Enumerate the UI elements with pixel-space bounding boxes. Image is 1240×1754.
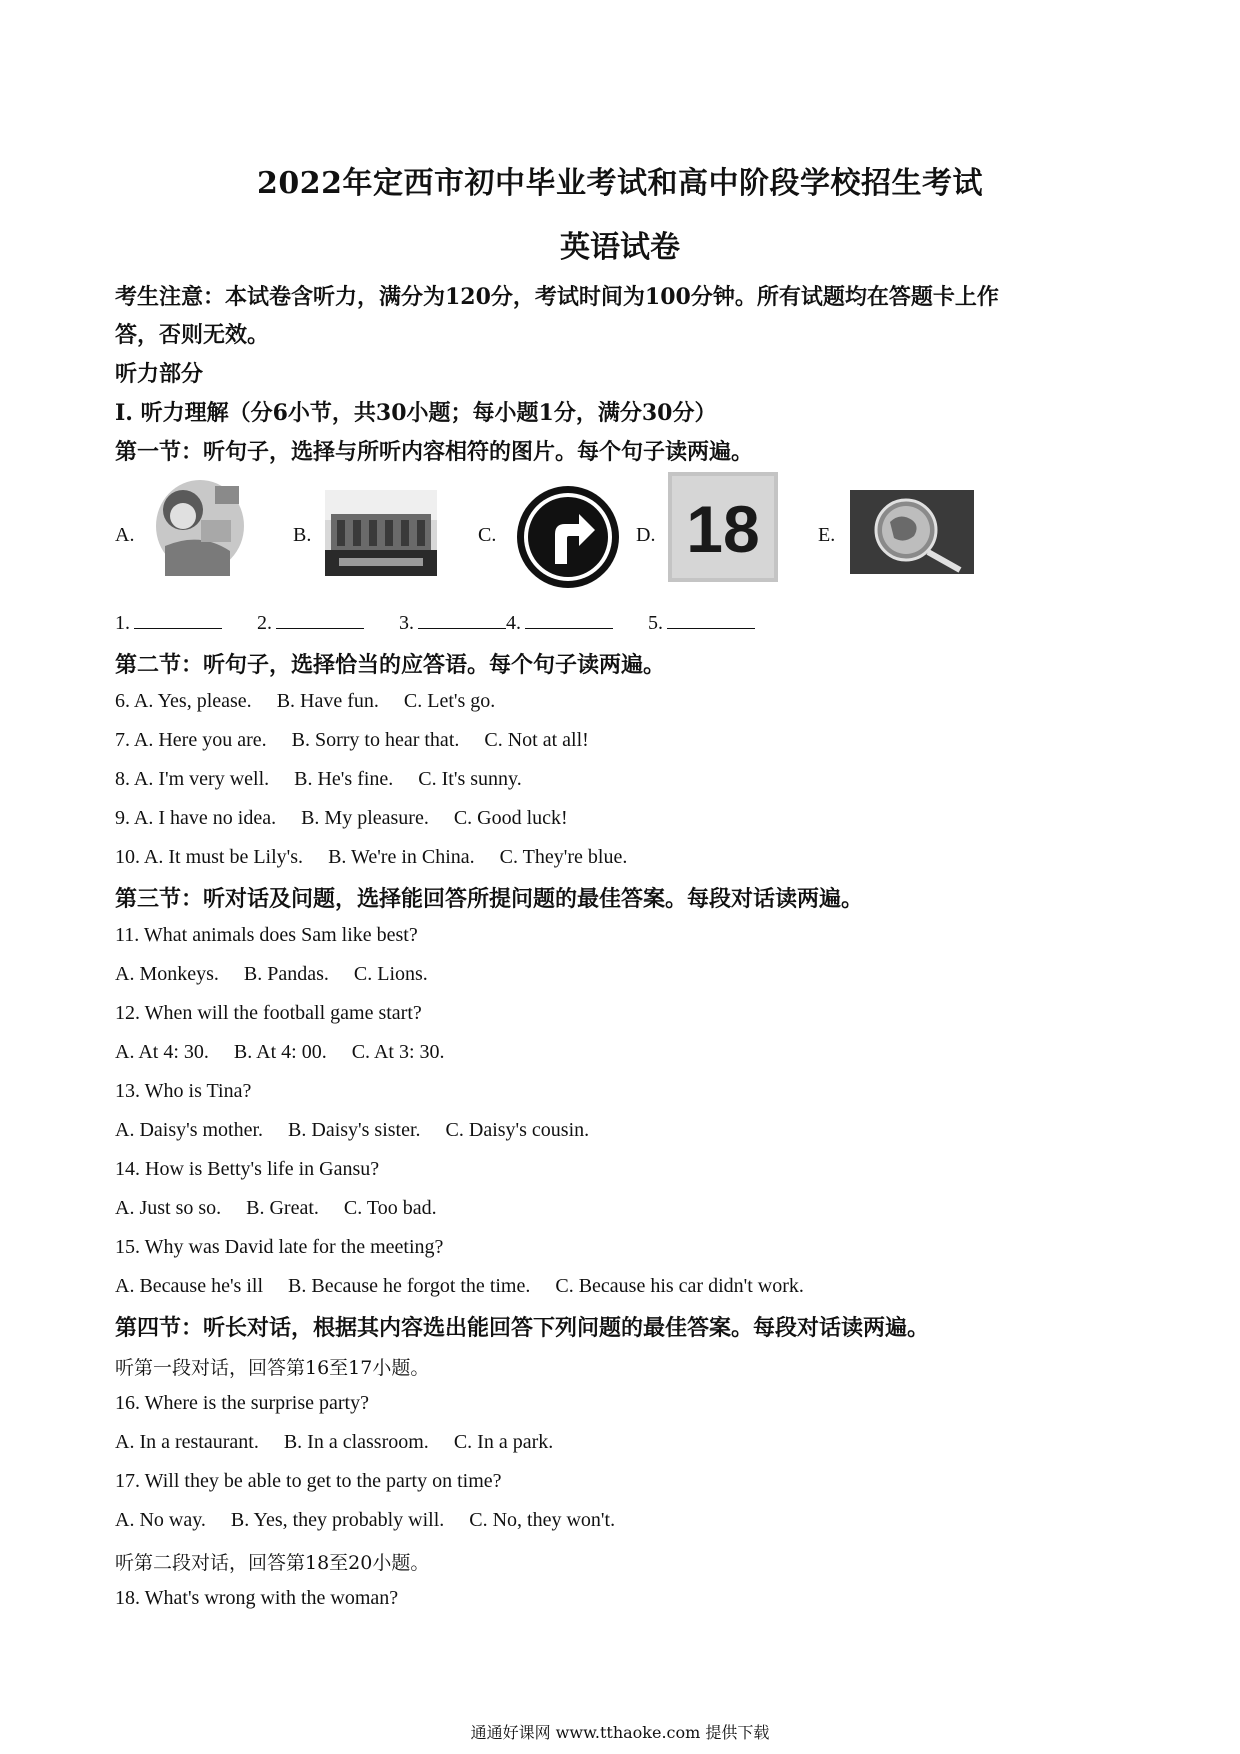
question-13-options (115, 1119, 589, 1142)
section-3-heading: 第三节：听对话及问题，选择能回答所提问题的最佳答案。每段对话读两遍。 (115, 886, 864, 912)
question-18-stem: 18. What's wrong with the woman? (115, 1587, 399, 1609)
question-number: 9. (115, 807, 130, 829)
question-11-options (115, 963, 428, 986)
part-heading: 听力部分 (115, 361, 204, 387)
option-c: C. No, they won't. (469, 1509, 616, 1531)
option-a: A. Because he's ill (115, 1275, 264, 1297)
option-c: C. Good luck! (453, 807, 568, 829)
option-a: A. Daisy's mother. (115, 1119, 264, 1141)
section-2-heading: 第二节：听句子，选择恰当的应答语。每个句子读两遍。 (115, 652, 666, 678)
question-13-stem: 13. Who is Tina? (115, 1080, 252, 1102)
question-17-options (115, 1509, 615, 1532)
blank-2-label: 2. (257, 612, 272, 634)
question-number: 10. (115, 846, 140, 868)
question-6 (115, 690, 495, 713)
option-a: A. Just so so. (115, 1197, 222, 1219)
question-12-stem: 12. When will the football game start? (115, 1002, 422, 1024)
option-a: A. Yes, please. (133, 690, 252, 712)
question-8 (115, 768, 522, 791)
dialogue-2-instruction: 听第二段对话，回答第18至20小题。 (115, 1552, 430, 1574)
option-c: C. At 3: 30. (351, 1041, 445, 1063)
blank-3-label: 3. (399, 612, 414, 634)
option-a: A. At 4: 30. (115, 1041, 209, 1063)
page-footer: 通通好课网 www.tthaoke.com 提供下载 (470, 1723, 770, 1742)
option-a: A. I have no idea. (133, 807, 277, 829)
option-b: B. Daisy's sister. (288, 1119, 421, 1141)
option-a: A. I'm very well. (133, 768, 270, 790)
option-c: C. They're blue. (499, 846, 628, 868)
option-a: A. Here you are. (133, 729, 267, 751)
picture-label-b: B. (293, 524, 312, 546)
question-15-options (115, 1275, 804, 1298)
option-b: B. In a classroom. (283, 1431, 429, 1453)
globe-magnifier-icon (850, 490, 974, 579)
answer-blank-2[interactable] (276, 610, 364, 629)
question-12-options (115, 1041, 445, 1064)
blank-4-label: 4. (506, 612, 521, 634)
answer-blank-1[interactable] (134, 610, 222, 629)
question-16-stem: 16. Where is the surprise party? (115, 1392, 369, 1414)
option-c: C. In a park. (453, 1431, 554, 1453)
number-18-icon (668, 472, 778, 587)
option-b: B. At 4: 00. (233, 1041, 327, 1063)
notice-line-1: 考生注意：本试卷含听力，满分为120分，考试时间为100分钟。所有试题均在答题卡上作 (115, 284, 999, 310)
dialogue-1-instruction: 听第一段对话，回答第16至17小题。 (115, 1357, 430, 1379)
option-a: A. No way. (115, 1509, 206, 1531)
question-number: 8. (115, 768, 130, 790)
option-b: B. Yes, they probably will. (230, 1509, 445, 1531)
answer-blank-5[interactable] (667, 610, 755, 629)
option-b: B. Because he forgot the time. (288, 1275, 531, 1297)
question-9 (115, 807, 568, 830)
question-15-stem: 15. Why was David late for the meeting? (115, 1236, 444, 1258)
option-a: A. It must be Lily's. (143, 846, 304, 868)
option-a: A. In a restaurant. (115, 1431, 259, 1453)
question-10 (115, 846, 627, 869)
blank-5-label: 5. (648, 612, 663, 634)
question-14-options (115, 1197, 437, 1220)
answer-blank-3[interactable] (418, 610, 506, 629)
option-b: B. We're in China. (328, 846, 475, 868)
picture-label-d: D. (636, 524, 656, 546)
option-c: C. Lions. (353, 963, 428, 985)
question-11-stem: 11. What animals does Sam like best? (115, 924, 418, 946)
option-b: B. Sorry to hear that. (291, 729, 460, 751)
question-14-stem: 14. How is Betty's life in Gansu? (115, 1158, 380, 1180)
option-c: C. Let's go. (403, 690, 496, 712)
turn-right-sign-icon (515, 484, 621, 595)
picture-label-e: E. (818, 524, 836, 546)
picture-label-c: C. (478, 524, 497, 546)
girl-photo-icon (145, 476, 255, 583)
picture-options-row (0, 478, 1240, 588)
number-18-text: 18 (686, 492, 760, 566)
question-number: 7. (115, 729, 130, 751)
option-c: C. It's sunny. (418, 768, 522, 790)
picture-label-a: A. (115, 524, 135, 546)
answer-blanks-row (115, 610, 755, 635)
section-1-heading: 第一节：听句子，选择与所听内容相符的图片。每个句子读两遍。 (115, 439, 754, 465)
option-a: A. Monkeys. (115, 963, 219, 985)
option-c: C. Because his car didn't work. (555, 1275, 804, 1297)
question-7 (115, 729, 589, 752)
option-b: B. My pleasure. (301, 807, 429, 829)
question-16-options (115, 1431, 553, 1454)
section-4-heading: 第四节：听长对话，根据其内容选出能回答下列问题的最佳答案。每段对话读两遍。 (115, 1315, 930, 1341)
option-c: C. Daisy's cousin. (445, 1119, 590, 1141)
option-b: B. He's fine. (294, 768, 394, 790)
notice-line-2: 答，否则无效。 (115, 322, 270, 348)
section-i-heading: I. 听力理解（分6小节，共30小题；每小题1分，满分30分） (115, 400, 717, 426)
option-b: B. Have fun. (276, 690, 379, 712)
exam-subtitle: 英语试卷 (560, 230, 680, 265)
blank-1-label: 1. (115, 612, 130, 634)
option-b: B. Pandas. (243, 963, 329, 985)
building-photo-icon (325, 490, 437, 581)
option-b: B. Great. (246, 1197, 319, 1219)
exam-title: 2022年定西市初中毕业考试和高中阶段学校招生考试 (257, 166, 983, 201)
option-c: C. Too bad. (343, 1197, 437, 1219)
answer-blank-4[interactable] (525, 610, 613, 629)
question-number: 6. (115, 690, 130, 712)
option-c: C. Not at all! (484, 729, 589, 751)
question-17-stem: 17. Will they be able to get to the party on time? (115, 1470, 502, 1492)
